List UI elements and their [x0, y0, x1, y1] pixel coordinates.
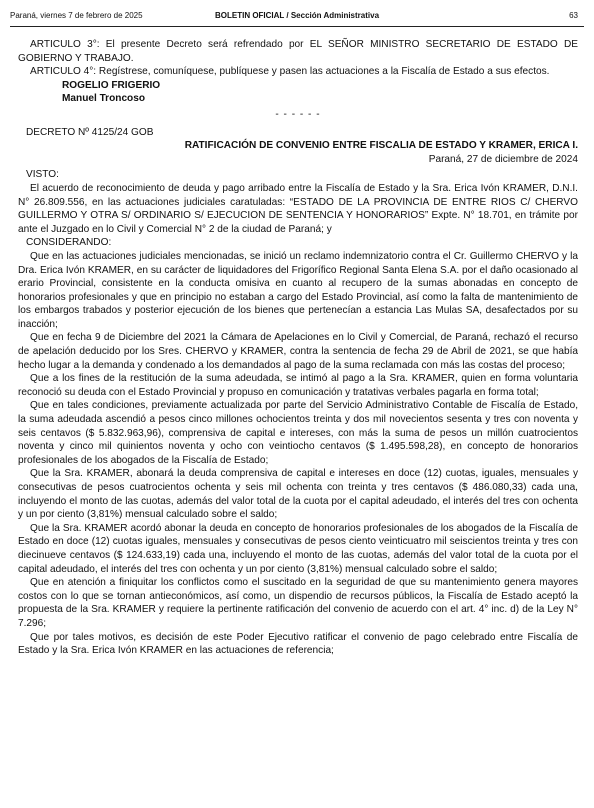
- considerando-paragraph: Que a los fines de la restitución de la suma adeudada, se intimó al pago a la Sra. KRAMER, quien en forma voluntaria reconoció su deuda con el Estado Provincial y propuso en comunicación y tratativas verbales pagarla en forma total;: [18, 373, 578, 398]
- article-4: ARTICULO 4°: Regístrese, comuníquese, publíquese y pasen las actuaciones a la Fiscalía de Estado a sus efectos.: [30, 66, 550, 78]
- article-3: ARTICULO 3°: El presente Decreto será refrendado por EL SEÑOR MINISTRO SECRETARIO DE ESTADO DE GOBIERNO Y TRABAJO.: [18, 39, 578, 64]
- separator: - - - - - -: [275, 108, 321, 120]
- header-publication: BOLETIN OFICIAL / Sección Administrativa: [214, 11, 380, 20]
- decree-number: DECRETO Nº 4125/24 GOB: [26, 126, 154, 138]
- visto-paragraph: El acuerdo de reconocimiento de deuda y pago arribado entre la Fiscalía de Estado y la Sra. Erica Ivón KRAMER, D.N.I. N° 26.809.556, en las actuaciones judiciales caratuladas: “ESTADO DE LA PROVINCIA DE ENTRE RIOS C/ CHERVO GUILLERMO Y OTRA S/ ORDINARIO S/ EJECUCION DE SENTENCIA Y HONORARIOS” Expte. N° 18.701, en trámite por ante el Juzgado en lo Civil y Comercial N° 2 de la ciudad de Paraná; y: [18, 182, 578, 235]
- signature-governor: ROGELIO FRIGERIO: [62, 79, 161, 91]
- considerando-paragraph: Que en fecha 9 de Diciembre del 2021 la Cámara de Apelaciones en lo Civil y Comercial, de Paraná, rechazó el recurso de apelación deducido por los Sres. CHERVO y KRAMER, contra la sentencia de fecha 29 de Abril de 2021, se que había hecho lugar a la demanda y condenado a los demandados al pago de la suma reclamada con más las costas del proceso;: [18, 332, 578, 371]
- considerando-heading: CONSIDERANDO:: [26, 237, 112, 249]
- header-rule: [10, 26, 584, 27]
- considerando-paragraph: Que la Sra. KRAMER acordó abonar la deuda en concepto de honorarios profesionales de los abogados de la Fiscalía de Estado en doce (12) cuotas iguales, mensuales y consecutivas de pesos ciento veinticuatro mil seiscientos treinta y tres con diecinueve centavos ($ 124.633,19) cada una, incluyendo el monto de las cuotas, además del valor total de la cuota por el capital adeudado, el interés del tres con ochenta y un por ciento (3,81%) mensual calculado sobre el saldo;: [18, 522, 578, 575]
- decree-date: Paraná, 27 de diciembre de 2024: [428, 153, 578, 165]
- decree-title: RATIFICACIÓN DE CONVENIO ENTRE FISCALIA DE ESTADO Y KRAMER, ERICA I.: [184, 140, 578, 152]
- document-body: [18, 38, 578, 658]
- visto-heading: VISTO:: [26, 169, 59, 181]
- page-header: [10, 11, 584, 25]
- header-date: Paraná, viernes 7 de febrero de 2025: [10, 11, 143, 20]
- considerando-paragraph: Que por tales motivos, es decisión de este Poder Ejecutivo ratificar el convenio de pago celebrado entre Fiscalía de Estado y la Sra. Erica Ivón KRAMER en las actuaciones de referencia;: [18, 631, 578, 657]
- considerando-paragraph: Que en tales condiciones, previamente actualizada por parte del Servicio Administrativo Contable de Fiscalía de Estado, la suma adeudada ascendió a pesos cinco millones ochocientos treinta y dos mil novecientos sesenta y tres con noventa y seis centavos ($ 5.832.963,96), comprensiva de capital e intereses, con más la suma de pesos un millón cuatrocientos noventa y cinco mil quinientos noventa y ocho con veintiocho centavos ($ 1.495.598,28), en concepto de honorarios profesionales de los abogados de la Fiscalía de Estado;: [18, 400, 578, 466]
- page-number: 63: [569, 11, 578, 20]
- considerando-paragraph: Que en las actuaciones judiciales mencionadas, se inició un reclamo indemnizatorio contra el Cr. Guillermo CHERVO y la Dra. Erica Ivón KRAMER, en su carácter de liquidadores del Frigorífico Regional Santa Elena S.A. por el daño ocasionado al erario Provincial, consistente en la conducta omisiva en cuanto al recupero de la sumas abonadas en concepto de honorarios profesionales y que en principio no estaban a cargo del Estado Provincial, así como la falta de mantenimiento de los embargos trabados y posterior ejecución de los bienes que pertenecían a estancia Las Mulas SA, desafectados por su inacción;: [18, 250, 578, 330]
- signature-minister: Manuel Troncoso: [62, 93, 146, 105]
- considerando-paragraph: Que la Sra. KRAMER, abonará la deuda comprensiva de capital e intereses en doce (12) cuotas, iguales, mensuales y consecutivas de pesos cuatrocientos ochenta y seis mil ochenta con treinta y tres centavos ($ 486.080,33) cada una, incluyendo el monto de las cuotas, además del valor total de la cuota por el capital adeudado, el interés del tres con ochenta y un por ciento (3,81%) mensual calculado sobre el saldo;: [18, 468, 578, 521]
- considerando-paragraph: Que en atención a finiquitar los conflictos como el suscitado en la seguridad de que su mantenimiento genera mayores costos con lo que se tornan antieconómicos, así como, un dispendio de recursos públicos, la Fiscalía de Estado aceptó la propuesta de la Sra. KRAMER y requiere la pertinente ratificación del convenio de acuerdo con el art. 4° inc. d) de la Ley N° 7.296;: [18, 577, 578, 629]
